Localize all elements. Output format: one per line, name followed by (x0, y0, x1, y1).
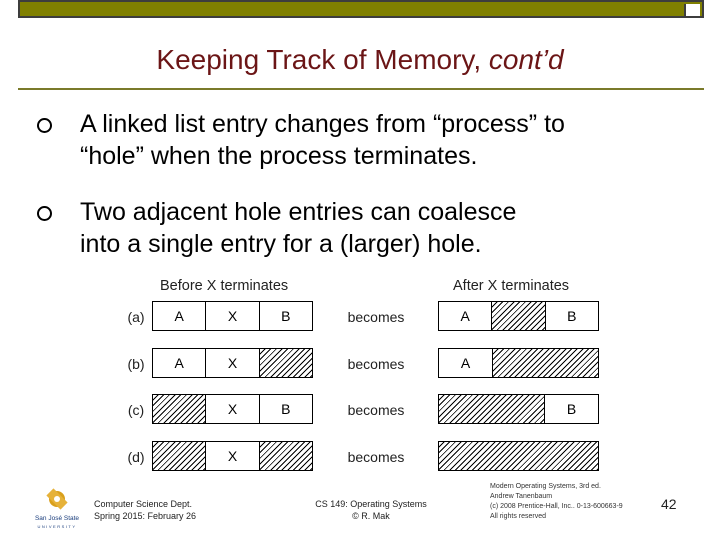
memory-segment: A (153, 302, 206, 330)
hole-segment (493, 349, 598, 377)
memory-segment: A (153, 349, 206, 377)
footer-department: Computer Science Dept. (94, 499, 193, 509)
memory-segment: X (206, 442, 259, 470)
hole-segment (439, 395, 545, 423)
before-header: Before X terminates (160, 278, 289, 294)
hole-segment (153, 442, 206, 470)
bullet-1-line-2: “hole” when the process terminates. (80, 142, 478, 170)
footer-credit (490, 482, 623, 522)
memory-segment: X (206, 349, 259, 377)
title-main: Keeping Track of Memory, (156, 44, 489, 75)
slide-top-bar (18, 0, 704, 18)
footer-left (94, 498, 196, 522)
memory-segment: X (206, 395, 259, 423)
bullet-1 (80, 108, 565, 172)
hole-segment (439, 442, 598, 470)
svg-text:San José State: San José State (34, 515, 80, 522)
hole-segment (153, 395, 206, 423)
footer-center (300, 498, 442, 522)
becomes-label: becomes (347, 309, 405, 325)
memory-segment: B (567, 308, 577, 324)
row-label-a: (a) (127, 309, 145, 325)
top-bar-corner (684, 4, 700, 16)
before-list-d (152, 441, 313, 471)
footer-book-author: Andrew Tanenbaum (490, 493, 553, 500)
before-list-a (152, 301, 313, 331)
after-list-b (438, 348, 599, 378)
bullet-2-line-2: into a single entry for a (larger) hole. (80, 230, 482, 258)
title-italic: cont’d (488, 44, 564, 75)
hole-segment (260, 349, 312, 377)
after-list-c (438, 394, 599, 424)
memory-segment: A (439, 349, 493, 377)
footer-rights: All rights reserved (490, 513, 547, 520)
bullet-icon (37, 206, 52, 221)
san-jose-state-logo-icon (31, 486, 83, 530)
before-list-b (152, 348, 313, 378)
memory-segment: X (206, 302, 259, 330)
bullet-icon (37, 118, 52, 133)
after-list-a (438, 301, 599, 331)
before-list-c (152, 394, 313, 424)
hole-segment (260, 442, 312, 470)
memory-segment: B (281, 401, 291, 417)
memory-segment: A (439, 302, 492, 330)
bullet-1-line-1: A linked list entry changes from “process” to (80, 110, 565, 138)
becomes-label: becomes (347, 356, 405, 372)
footer-book: Modern Operating Systems, 3rd ed. (490, 483, 601, 490)
row-label-c: (c) (127, 402, 145, 418)
bullet-2-line-1: Two adjacent hole entries can coalesce (80, 198, 517, 226)
footer-date: Spring 2015: February 26 (94, 511, 197, 521)
footer-author: © R. Mak (352, 511, 390, 521)
row-label-b: (b) (127, 356, 145, 372)
bullet-2 (80, 196, 516, 260)
after-list-d (438, 441, 599, 471)
memory-segment: B (566, 401, 577, 417)
footer-course: CS 149: Operating Systems (315, 499, 427, 509)
memory-segment: B (281, 308, 291, 324)
row-label-d: (d) (127, 449, 145, 465)
title-divider (18, 88, 704, 90)
footer-copyright: (c) 2008 Prentice-Hall, Inc.. 0-13-600663-9 (490, 503, 623, 510)
after-header: After X terminates (453, 278, 570, 294)
becomes-label: becomes (347, 402, 405, 418)
slide-title (0, 44, 720, 76)
svg-text:UNIVERSITY: UNIVERSITY (37, 524, 77, 529)
page-number: 42 (661, 496, 677, 512)
becomes-label: becomes (347, 449, 405, 465)
hole-segment (492, 302, 545, 330)
